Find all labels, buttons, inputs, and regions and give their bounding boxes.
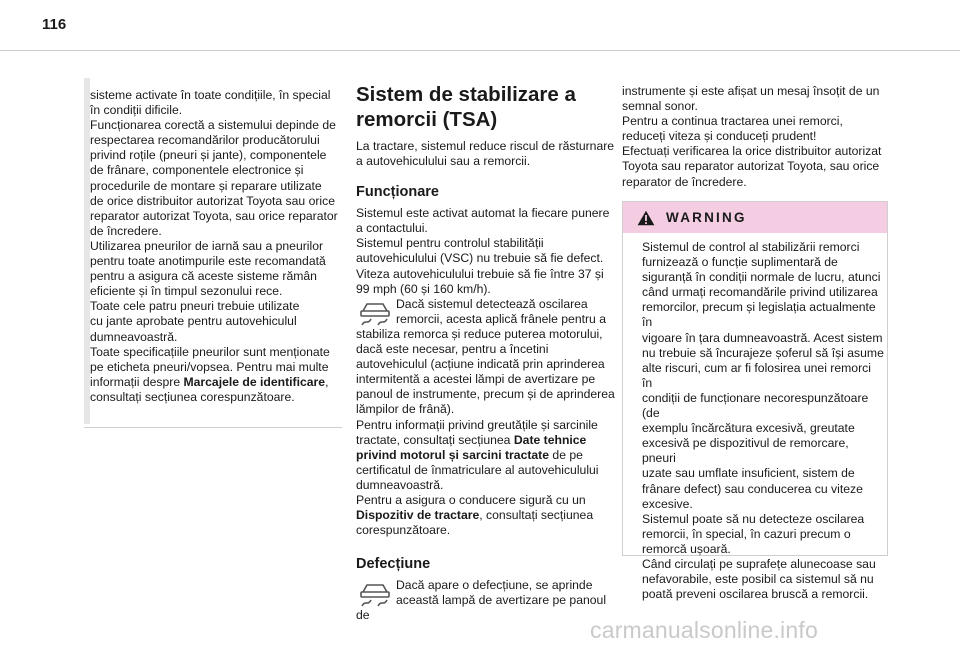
left-line: Utilizarea pneurilor de iarnă sau a pneurilor — [90, 238, 324, 253]
left-line: de frânare, componentele electronice și — [90, 163, 304, 178]
body-line: Toyota sau reparator autorizat Toyota, sau orice — [622, 159, 880, 174]
body-line: semnal sonor. — [622, 99, 698, 114]
reference-engine-loads: privind motorul și sarcini tractate — [356, 447, 550, 462]
warning-line: alte riscuri, cum ar fi folosirea unei remorci în — [642, 360, 871, 390]
warning-line: nefavorabile, este posibil ca sistemul să nu — [642, 572, 874, 587]
left-line: pe eticheta pneuri/vopsea. Pentru mai multe — [90, 359, 329, 374]
left-text-span: informații despre — [90, 374, 184, 389]
left-line: reparator autorizat Toyota, sau orice reparator — [90, 208, 338, 223]
right-column — [622, 84, 888, 190]
warning-line: Sistemul de control al stabilizării remorci — [642, 240, 860, 254]
left-line: sisteme activate în toate condițiile, în special — [90, 88, 331, 102]
body-line — [356, 297, 618, 312]
skidding-car-icon — [358, 580, 392, 608]
left-line: privind roțile (pneuri și jante), componentele — [90, 148, 327, 163]
section-title — [356, 82, 618, 132]
warning-line: uzate sau umflate insuficient, sistem de — [642, 466, 855, 481]
body-line-with-reference — [356, 433, 618, 448]
body-line: autovehiculului (VSC) nu trebuie să fie defect. — [356, 251, 604, 266]
defectiune-heading: Defecțiune — [356, 556, 431, 573]
body-line: dumneavoastră. — [356, 477, 444, 492]
warning-line: excesive. — [642, 496, 693, 511]
left-line: pentru a asigura că aceste sisteme rămân — [90, 269, 317, 284]
lamp-paragraph — [356, 297, 618, 327]
left-line: Toate specificațiile pneurilor sunt menționate — [90, 344, 330, 359]
body-line: certificatul de înmatriculare al autovehiculului — [356, 462, 599, 477]
intro-line: La tractare, sistemul reduce riscul de răsturnare — [356, 139, 615, 153]
body-line: intermitentă a acestei lămpi de avertizare pe — [356, 372, 596, 387]
body-line: lămpilor de frână). — [356, 402, 455, 417]
warning-line: remorcă ușoară. — [642, 541, 731, 556]
left-line: de orice distribuitor autorizat Toyota sau orice — [90, 193, 336, 208]
warning-line: frânare defect) sau conducerea cu viteze — [642, 481, 863, 496]
left-line: în condiții dificile. — [90, 103, 183, 118]
left-line: consultați secțiunea corespunzătoare. — [90, 389, 295, 404]
header-rule — [0, 50, 960, 51]
left-line: respectarea recomandărilor producătorului — [90, 133, 320, 148]
warning-line: exemplu încărcătura excesivă, greutate — [642, 421, 855, 436]
left-line-with-reference — [90, 375, 340, 390]
body-line: stabiliza remorca și reduce puterea motorului, — [356, 326, 603, 341]
skidding-car-icon — [358, 299, 392, 327]
left-line: pentru toate anotimpurile este recomandată — [90, 254, 326, 269]
body-line — [356, 312, 618, 327]
watermark: carmanualsonline.info — [590, 617, 818, 643]
reference-identification-marks: Marcajele de identificare — [183, 374, 326, 389]
body-line — [356, 578, 618, 593]
warning-line: condiții de funcționare necorespunzătoare (de — [642, 390, 869, 421]
warning-line: când urmați recomandările privind utilizarea — [642, 285, 878, 300]
middle-column — [356, 82, 618, 624]
left-line: dumneavoastră. — [90, 329, 178, 344]
lamp-text: Dacă sistemul detectează oscilarea — [396, 296, 588, 311]
warning-line: siguranță în condiții normale de lucru, atunci — [642, 270, 881, 285]
body-line: reduceți viteza și conduceți prudent! — [622, 129, 817, 144]
warning-box — [622, 201, 888, 602]
body-line-with-reference — [356, 508, 618, 523]
reference-towing-device: Dispozitiv de tractare — [356, 508, 480, 523]
warning-line: remorcii, în special, în cazuri precum o — [642, 526, 851, 541]
warning-line: Când circulați pe suprafețe alunecoase sau — [642, 556, 876, 571]
body-line-with-reference — [356, 448, 618, 463]
warning-line: nu trebuie să încurajeze șoferul să își asume — [642, 345, 884, 360]
left-line: cu jante aprobate pentru autovehiculul — [90, 314, 297, 329]
body-text-span: de pe — [549, 447, 583, 462]
body-line: autovehiculul (acțiune indicată prin aprinderea — [356, 357, 605, 372]
warning-text — [642, 240, 884, 602]
warning-title: WARNING — [666, 210, 747, 225]
body-line: a contactului. — [356, 221, 428, 236]
left-line: procedurile de montare și reparare utilizate — [90, 178, 322, 193]
body-line: Sistemul este activat automat la fiecare punere — [356, 206, 610, 221]
malfunction-paragraph — [356, 578, 618, 623]
body-line: Viteza autovehiculului trebuie să fie între 37 și — [356, 266, 604, 281]
intro-line: a autovehiculului sau a remorcii. — [356, 154, 531, 169]
left-line: Toate cele patru pneuri trebuie utilizate — [90, 299, 300, 314]
functionare-heading: Funcționare — [356, 184, 439, 201]
page-number: 116 — [42, 16, 67, 33]
warning-line: vigoare în țara dumneavoastră. Acest sistem — [642, 330, 883, 345]
body-line: Sistemul pentru controlul stabilității — [356, 236, 544, 251]
body-text-span: , consultați secțiunea — [479, 508, 594, 523]
left-line: eficiente și în timpul sezonului rece. — [90, 284, 283, 299]
warning-header — [623, 202, 887, 233]
malfunction-text: această lampă de avertizare pe panoul de — [356, 593, 607, 623]
reference-technical-data: Date tehnice — [513, 432, 587, 447]
warning-line: remorcilor, precum și legislația actualmente în — [642, 300, 876, 330]
body-line: Pentru a asigura o conducere sigură cu un — [356, 492, 586, 507]
title-line: Sistem de stabilizare a — [356, 83, 576, 106]
left-text — [90, 88, 340, 405]
warning-line: poată preveni oscilarea bruscă a remorcii. — [642, 587, 869, 602]
body-line — [356, 593, 618, 623]
body-line: corespunzătoare. — [356, 523, 451, 538]
warning-triangle-icon — [637, 210, 655, 226]
warning-line: Sistemul poate să nu detecteze oscilarea — [642, 511, 865, 526]
body-line: 99 mph (60 și 160 km/h). — [356, 281, 491, 296]
body-line: Pentru informații privind greutățile și sarcinile — [356, 417, 598, 432]
body-line: dacă este necesar, pentru a încetini — [356, 342, 549, 357]
body-line: panoul de instrumente, precum și de aprinderea — [356, 387, 615, 402]
body-line: instrumente și este afișat un mesaj însoțit de un — [622, 84, 880, 98]
body-line: reparator de încredere. — [622, 174, 747, 189]
title-line: remorcii (TSA) — [356, 108, 498, 131]
body-text-span: tractate, consultați secțiunea — [356, 432, 514, 447]
left-line: de încredere. — [90, 223, 162, 238]
left-continuation-box — [84, 78, 342, 428]
left-text-span: , — [325, 374, 329, 389]
warning-line: furnizează o funcție suplimentară de — [642, 255, 838, 270]
warning-line: excesivă pe dispozitivul de remorcare, pneuri — [642, 436, 849, 466]
body-line: Efectuați verificarea la orice distribuitor autorizat — [622, 144, 882, 159]
body-line: Pentru a continua tractarea unei remorci, — [622, 114, 843, 129]
malfunction-text: Dacă apare o defecțiune, se aprinde — [396, 578, 593, 593]
left-line: Funcționarea corectă a sistemului depinde de — [90, 118, 336, 133]
lamp-text: remorcii, acesta aplică frânele pentru a — [396, 311, 607, 326]
